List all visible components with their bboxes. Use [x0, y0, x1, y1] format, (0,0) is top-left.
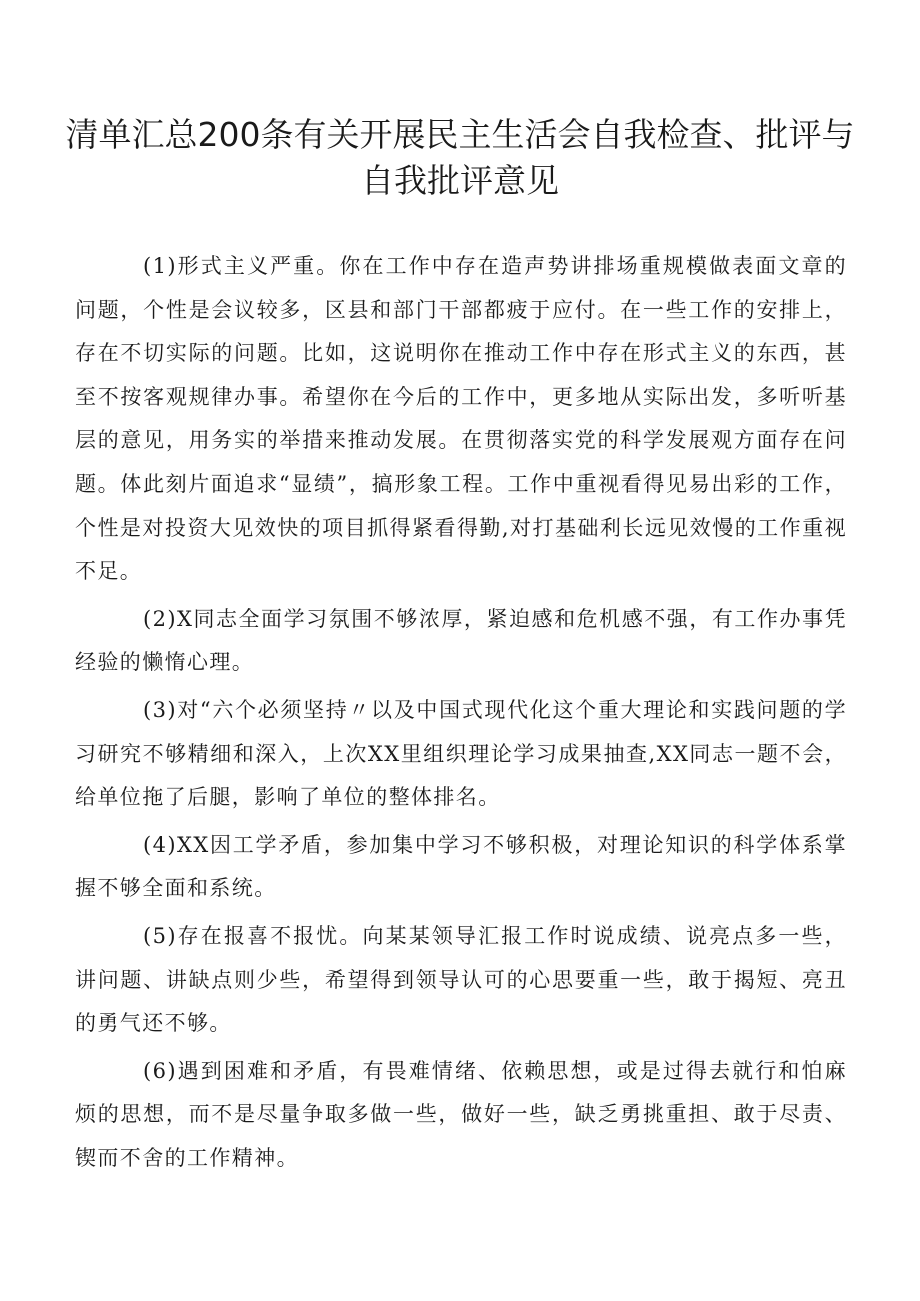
paragraph-3: (3)对“六个必须坚持〃以及中国式现代化这个重大理论和实践问题的学习研究不够精细和深入，上次XX里组织理论学习成果抽查,XX同志一题不会，给单位拖了后腿，影响了单位的整体排名。: [75, 697, 847, 810]
paragraph-1: (1)形式主义严重。你在工作中存在造声势讲排场重规模做表面文章的问题，个性是会议较多，区县和部门干部都疲于应付。在一些工作的安排上，存在不切实际的问题。比如，这说明你在推动工作中存在形式主义的东西，甚至不按客观规律办事。希望你在今后的工作中，更多地从实际出发，多听听基层的意见，用务实的举措来推动发展。在贯彻落实党的科学发展观方面存在问题。体此刻片面追求“显绩”，搞形象工程。工作中重视看得见易出彩的工作，个性是对投资大见效快的项目抓得紧看得勤,对打基础利长远见效慢的工作重视不足。: [75, 254, 847, 584]
paragraph-6: (6)遇到困难和矛盾，有畏难情绪、依赖思想，或是过得去就行和怕麻烦的思想，而不是尽量争取多做一些，做好一些，缺乏勇挑重担、敢于尽责、锲而不舍的工作精神。: [75, 1058, 847, 1170]
document-body: [75, 245, 847, 1184]
paragraph-5: (5)存在报喜不报忧。向某某领导汇报工作时说成绩、说亮点多一些，讲问题、讲缺点则少些，希望得到领导认可的心思要重一些，敢于揭短、亮丑的勇气还不够。: [75, 923, 847, 1036]
paragraph-2: (2)X同志全面学习氛围不够浓厚，紧迫感和危机感不强，有工作办事凭经验的懒惰心理。: [75, 606, 847, 675]
document-title: 清单汇总200条有关开展民主生活会自我检查、批评与自我批评意见: [65, 115, 855, 200]
paragraph-4: (4)XX因工学矛盾，参加集中学习不够积极，对理论知识的科学体系掌握不够全面和系统。: [75, 832, 847, 901]
